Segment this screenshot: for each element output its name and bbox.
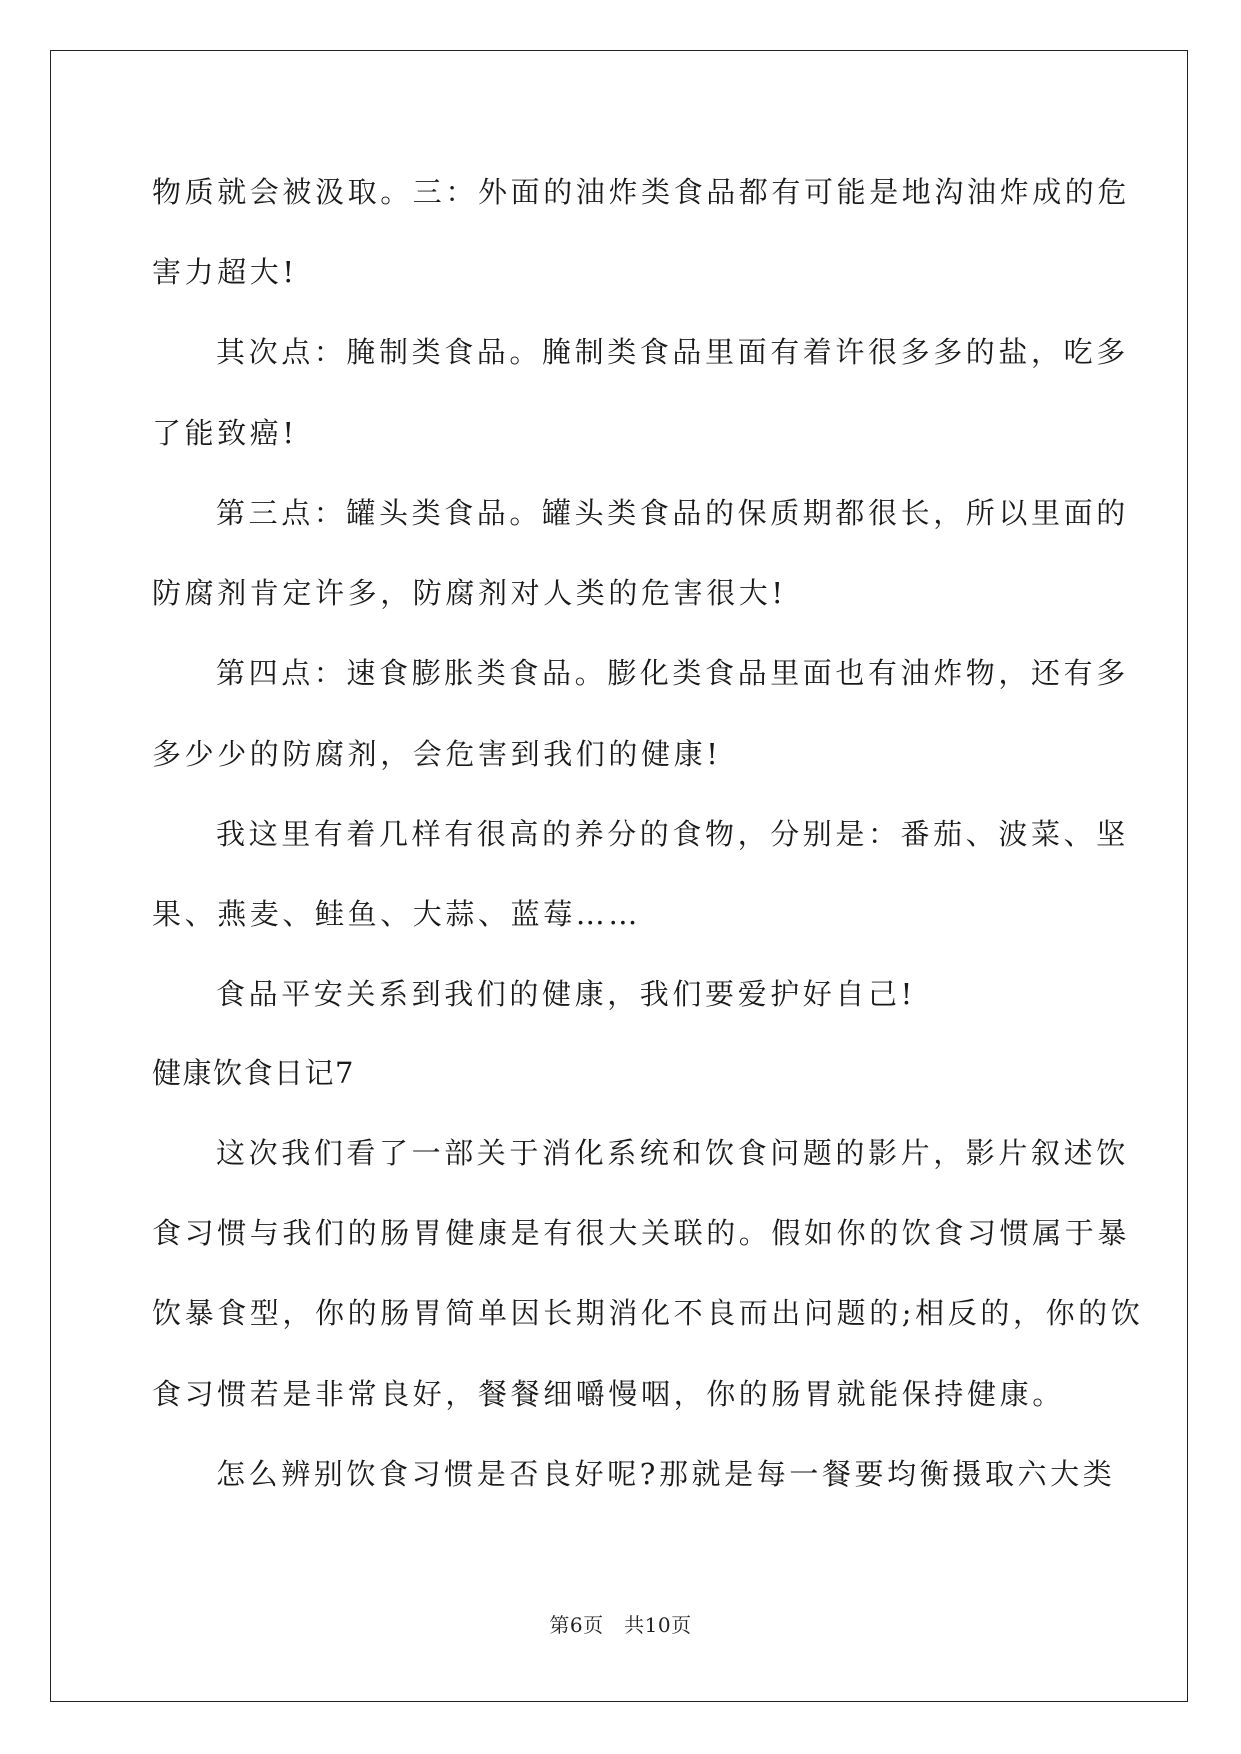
text-line: 害力超大! (152, 255, 298, 289)
text-line: 饮暴食型，你的肠胃简单因长期消化不良而出问题的;相反的，你的饮 (152, 1296, 1144, 1330)
paragraph-start: 食品平安关系到我们的健康，我们要爱护好自己! (216, 977, 916, 1011)
paragraph-start: 第三点：罐头类食品。罐头类食品的保质期都很长，所以里面的 (216, 496, 1129, 530)
paragraph-start: 怎么辨别饮食习惯是否良好呢?那就是每一餐要均衡摄取六大类 (216, 1457, 1116, 1491)
paragraph-start: 其次点：腌制类食品。腌制类食品里面有着许很多多的盐，吃多 (216, 335, 1129, 369)
text-line: 物质就会被汲取。三：外面的油炸类食品都有可能是地沟油炸成的危 (152, 175, 1131, 209)
paragraph-start: 我这里有着几样有很高的养分的食物，分别是：番茄、波菜、坚 (216, 817, 1129, 851)
text-line: 了能致癌! (152, 416, 298, 450)
page-footer: 第6页 共10页 (549, 1613, 692, 1637)
text-line: 食习惯与我们的肠胃健康是有很大关联的。假如你的饮食习惯属于暴 (152, 1216, 1131, 1250)
paragraph-start: 第四点：速食膨胀类食品。膨化类食品里面也有油炸物，还有多 (216, 656, 1129, 690)
section-heading: 健康饮食日记7 (152, 1056, 355, 1090)
text-line: 食习惯若是非常良好，餐餐细嚼慢咽，你的肠胃就能保持健康。 (152, 1377, 1065, 1411)
text-line: 防腐剂肯定许多，防腐剂对人类的危害很大! (152, 576, 787, 610)
paragraph-start: 这次我们看了一部关于消化系统和饮食问题的影片，影片叙述饮 (216, 1136, 1129, 1170)
text-line: 果、燕麦、鲑鱼、大蒜、蓝莓…… (152, 897, 642, 931)
text-line: 多少少的防腐剂，会危害到我们的健康! (152, 737, 722, 771)
